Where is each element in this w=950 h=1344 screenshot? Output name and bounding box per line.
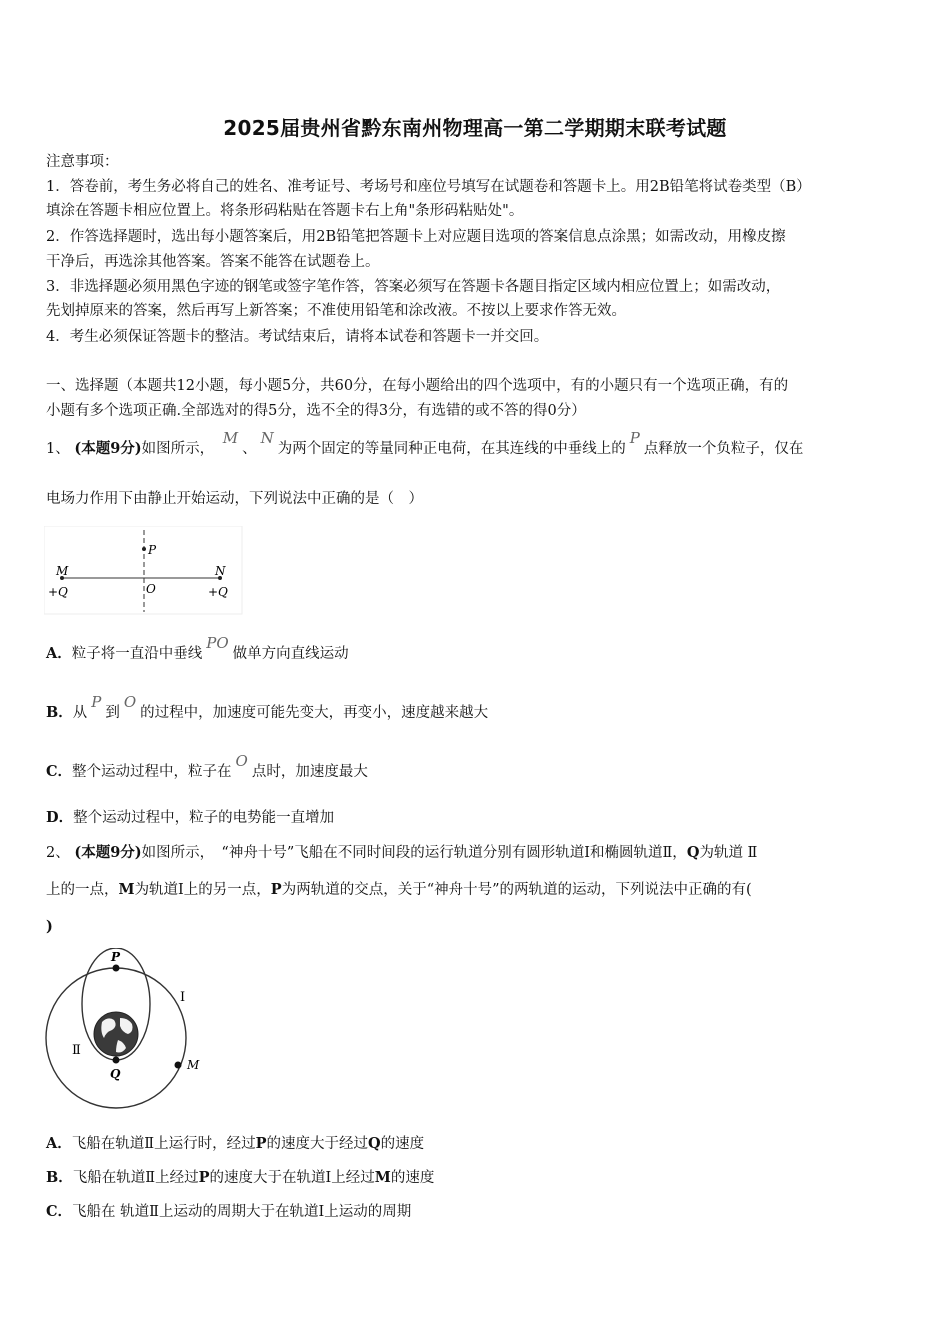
option-letter: A．	[46, 1135, 72, 1152]
option-b	[46, 693, 908, 723]
var-po: PO	[206, 634, 229, 652]
var-p: P	[629, 429, 640, 447]
option-c	[46, 1202, 908, 1222]
notice-heading: 注意事项：	[46, 154, 119, 170]
orbit-1-label: Ⅰ	[180, 990, 186, 1005]
question-points: (本题9分)	[74, 844, 142, 861]
label-p: P	[111, 950, 121, 964]
point-p-marker	[113, 965, 120, 972]
question-2-stem-line2	[46, 880, 908, 900]
label-o: O	[146, 582, 156, 596]
question-text: 上的一点，	[46, 882, 119, 898]
var-o: O	[235, 752, 248, 770]
option-text: 飞船在轨道Ⅱ上经过	[72, 1170, 199, 1186]
question-text: 为轨道 Ⅱ	[699, 845, 758, 861]
notice-line: 填涂在答题卡相应位置上。将条形码粘贴在答题卡右上角"条形码粘贴处"。	[46, 203, 524, 219]
notice-line: 2．作答选择题时，选出每小题答案后，用2B铅笔把答题卡上对应题目选项的答案信息点涂黑；如需改动，用橡皮擦	[46, 229, 786, 245]
question-number: 2、	[46, 845, 70, 861]
option-d	[46, 808, 908, 828]
option-text: 做单方向直线运动	[232, 646, 349, 662]
option-text: 的速度	[390, 1170, 435, 1186]
var-n: N	[260, 429, 274, 447]
option-a	[46, 634, 908, 664]
var-o: O	[123, 693, 137, 711]
option-text: 的速度大于经过	[266, 1136, 369, 1152]
option-text: 从	[72, 705, 88, 721]
option-letter: A．	[46, 645, 72, 662]
option-text: 飞船在轨道Ⅱ上运行时，经过	[71, 1136, 256, 1152]
option-text: 整个运动过程中，粒子在	[72, 764, 232, 780]
notice-line: 4．考生必须保证答题卡的整洁。考试结束后，请将本试卷和答题卡一并交回。	[46, 329, 549, 345]
var-m: M	[222, 429, 239, 447]
question-text: 如图所示，	[141, 441, 215, 457]
orbit-diagram	[44, 948, 214, 1114]
option-a	[46, 1134, 908, 1154]
label-p: P	[148, 543, 157, 557]
var-p: P	[91, 693, 102, 711]
notice-line: 1．答卷前，考生务必将自己的姓名、准考证号、考场号和座位号填写在试题卷和答题卡上。用2B铅笔将试卷类型（B）	[46, 179, 811, 195]
label-n: N	[215, 564, 226, 578]
question-text: P	[270, 881, 282, 898]
option-letter: B．	[46, 704, 73, 721]
option-b	[46, 1168, 908, 1188]
label-m: M	[56, 564, 69, 578]
point-q-marker	[113, 1057, 120, 1064]
question-text: M	[118, 881, 135, 898]
option-letter: C．	[46, 763, 73, 780]
option-letter: B．	[46, 1169, 73, 1186]
option-letter: D．	[46, 809, 74, 826]
option-text: 到	[105, 705, 120, 721]
earth-icon	[94, 1012, 138, 1056]
point-p-dot	[142, 547, 146, 551]
question-text: 为两个固定的等量同种正电荷，在其连线的中垂线上的	[277, 441, 626, 457]
charges-diagram	[44, 526, 244, 616]
question-text: 为轨道Ⅰ上的另一点，	[134, 882, 271, 898]
notice-line: 干净后，再选涂其他答案。答案不能答在试题卷上。	[46, 254, 380, 270]
question-points: (本题9分)	[74, 440, 142, 457]
question-text: 点释放一个负粒子，仅在	[643, 441, 804, 457]
point-m-marker	[175, 1062, 182, 1069]
option-text: M	[374, 1169, 391, 1186]
option-text: 点时，加速度最大	[251, 764, 368, 780]
question-number: 1、	[46, 441, 70, 457]
question-1-stem	[46, 429, 908, 459]
section-heading-line2: 小题有多个选项正确.全部选对的得5分，选不全的得3分，有选错的或不答的得0分）	[46, 403, 586, 419]
option-text: 整个运动过程中，粒子的电势能一直增加	[73, 810, 335, 826]
option-text: 的速度大于在轨道Ⅰ上经过	[209, 1170, 375, 1186]
option-text: P	[255, 1135, 267, 1152]
option-letter: C．	[46, 1203, 73, 1220]
question-2-stem-line3: )	[46, 918, 53, 935]
question-1-stem-line2: 电场力作用下由静止开始运动，下列说法中正确的是（ ）	[46, 491, 423, 507]
question-text: 、	[242, 441, 257, 457]
option-text: Q	[368, 1135, 381, 1152]
question-text: 为两轨道的交点，关于“神舟十号”的两轨道的运动，下列说法中正确的有(	[281, 882, 752, 898]
option-text: 飞船在 轨道Ⅱ上运动的周期大于在轨道Ⅰ上运动的周期	[72, 1204, 412, 1220]
option-c	[46, 752, 908, 782]
option-text: 的速度	[380, 1136, 425, 1152]
option-text: 粒子将一直沿中垂线	[71, 646, 203, 662]
charge-right-label: +Q	[208, 585, 228, 599]
notice-line: 先划掉原来的答案，然后再写上新答案；不准使用铅笔和涂改液。不按以上要求作答无效。	[46, 303, 626, 319]
label-q: Q	[110, 1067, 121, 1081]
page-title: 2025届贵州省黔东南州物理高一第二学期期末联考试题	[223, 116, 727, 140]
question-text: 如图所示， “神舟十号”飞船在不同时间段的运行轨道分别有圆形轨道Ⅰ和椭圆轨道Ⅱ，	[141, 845, 687, 861]
section-heading-line1: 一、选择题（本题共12小题，每小题5分，共60分，在每小题给出的四个选项中，有的小题只有一个选项正确，有的	[46, 378, 789, 394]
question-text: Q	[686, 844, 700, 861]
label-m: M	[187, 1058, 200, 1072]
notice-line: 3．非选择题必须用黑色字迹的钢笔或签字笔作答，答案必须写在答题卡各题目指定区域内相应位置上；如需改动，	[46, 279, 781, 295]
option-text: 的过程中，加速度可能先变大，再变小，速度越来越大	[140, 705, 489, 721]
option-text: P	[198, 1169, 210, 1186]
orbit-2-label: Ⅱ	[72, 1043, 81, 1058]
charge-left-label: +Q	[48, 585, 68, 599]
question-2-stem	[46, 843, 908, 863]
